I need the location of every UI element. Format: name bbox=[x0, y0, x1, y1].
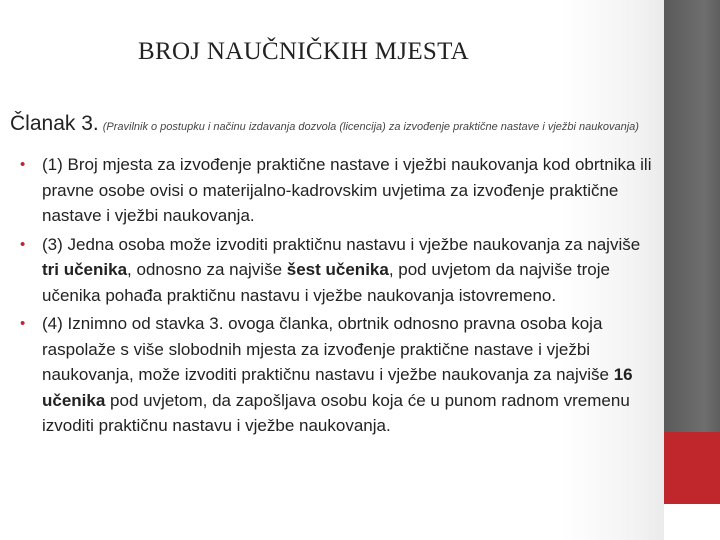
right-bottom-band bbox=[664, 504, 720, 540]
bullet-dot-icon: • bbox=[20, 235, 26, 253]
article-note: (Pravilnik o postupku i načinu izdavanja dozvola (licencija) za izvođenje praktične nastave i vježbi naukovanja) bbox=[102, 121, 639, 133]
bullet-2-bold-sest: šest učenika bbox=[286, 260, 389, 279]
right-gray-band bbox=[664, 0, 720, 432]
bullet-2-text-a: (3) Jedna osoba može izvoditi praktičnu nastavu i vježbe naukovanja za najviše bbox=[42, 234, 641, 254]
bullet-2-bold-tri: tri učenika bbox=[42, 260, 128, 279]
bullet-dot-icon: • bbox=[20, 315, 26, 332]
right-red-band bbox=[664, 432, 720, 504]
bullet-2-text-c: , pod uvjetom da najviše troje učenika pohađa praktičnu nastavu i vježbe naukovanja istovremeno. bbox=[42, 260, 610, 305]
bullet-3-bold-16: 16 učenika bbox=[42, 365, 633, 410]
bullet-3-text-b: pod uvjetom, da zapošljava osobu koja će u punom radnom vremenu izvoditi praktičnu nastavu i vježbe naukovanja. bbox=[42, 390, 630, 435]
article-label: Članak 3. bbox=[10, 112, 99, 135]
bullet-item-1 bbox=[14, 152, 659, 229]
slide-title: BROJ NAUČNIČKIH MJESTA bbox=[138, 38, 470, 65]
article-heading bbox=[10, 108, 655, 141]
bullet-list bbox=[14, 152, 659, 442]
bullet-item-3 bbox=[14, 311, 659, 439]
bullet-3-text-a: (4) Iznimno od stavka 3. ovoga članka, obrtnik odnosno pravna osoba koja raspolaže s više slobodnih mjesta za izvođenje praktične nastave i vježbi naukovanja, može izvoditi praktičnu nastavu i vježbe naukovanja za najviše bbox=[42, 314, 614, 384]
bullet-2-text-b: , odnosno za najviše bbox=[127, 260, 287, 279]
bullet-item-2 bbox=[14, 232, 659, 309]
bullet-1-text: (1) Broj mjesta za izvođenje praktične nastave i vježbi naukovanja kod obrtnika ili pravne osobe ovisi o materijalno-kadrovskim uvjetima za izvođenje praktične nastave i vježbi naukovanja. bbox=[42, 155, 652, 225]
bullet-dot-icon: • bbox=[20, 156, 26, 173]
